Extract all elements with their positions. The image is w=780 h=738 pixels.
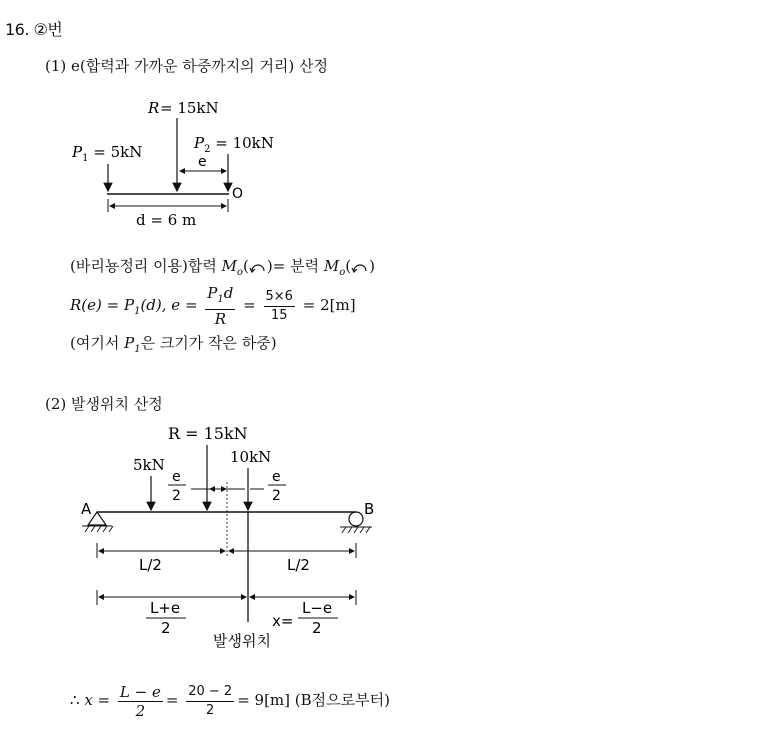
moment-subscript: o xyxy=(237,267,244,278)
varignon-prefix: (바리뇽정리 이용)합력 xyxy=(70,257,222,275)
fig1-P2-label: $P_2 = 10kN$ xyxy=(194,134,274,155)
fig2-roller-support-icon xyxy=(349,512,363,526)
eq2-lhs-tail: (d), e = xyxy=(140,296,198,314)
fig2-lme-den: 2 xyxy=(312,619,322,637)
note-P-sub: 1 xyxy=(134,344,141,355)
final-x: x = xyxy=(84,691,111,709)
fig1-point-O: O xyxy=(232,186,244,202)
fig2-e-half-left-num: e xyxy=(172,469,181,485)
fig2-pin-hatch xyxy=(85,526,113,532)
final-equals: = xyxy=(165,691,179,709)
therefore-symbol: ∴ xyxy=(70,691,85,709)
eq2-result: = 2[m] xyxy=(302,296,356,314)
fig2-point-B: B xyxy=(364,500,375,518)
fig2-lme-num: L−e xyxy=(302,599,333,617)
counterclockwise-moment-icon-2 xyxy=(351,259,369,273)
fig2-half-label-left: L/2 xyxy=(139,556,162,574)
moment-subscript-2: o xyxy=(339,267,346,278)
varignon-mid: = 분력 xyxy=(272,257,324,275)
fig2-e-half-left-den: 2 xyxy=(172,488,181,504)
part1-heading: (1) e(합력과 가까운 하중까지의 거리) 산정 xyxy=(45,57,329,75)
eq2-equals: = xyxy=(243,296,256,314)
moment-symbol-2: M xyxy=(323,257,340,275)
counterclockwise-moment-icon xyxy=(249,259,267,273)
fig1-e-label: e xyxy=(198,154,207,170)
fig1-P1-label: $P_1 = 5kN$ xyxy=(72,143,143,164)
part2-final-equation xyxy=(70,680,390,720)
fig2-e-half-right-num: e xyxy=(272,469,281,485)
fig2-location-label: 발생위치 xyxy=(213,632,271,650)
eq2-lhs: R(e) = P xyxy=(70,296,135,314)
fig2-F2-label: 10kN xyxy=(230,448,272,466)
eq2-fraction-2: $\frac{5\times 6}{15}$ xyxy=(265,288,293,323)
eq2-fraction-1: $\frac{P_1d}{R}$ xyxy=(207,284,234,328)
note-post: 은 크기가 작은 하중) xyxy=(140,334,277,352)
part1-equation xyxy=(70,284,356,332)
fig1-R-label: R xyxy=(148,99,160,117)
fig2-lpe-num: L+e xyxy=(150,599,181,617)
fig1-d-label: d = 6 m xyxy=(136,211,197,229)
fig2-e-half-right-den: 2 xyxy=(272,488,281,504)
note-pre: (여기서 xyxy=(70,334,125,352)
fig2-lpe-den: 2 xyxy=(161,619,171,637)
note-P: P xyxy=(124,334,135,352)
fig2-x-label: x= xyxy=(272,612,294,630)
fig2-roller-hatch xyxy=(342,527,370,533)
final-suffix: (B점으로부터) xyxy=(290,691,390,709)
fig2-F1-label: 5kN xyxy=(133,456,165,474)
final-fraction-1: $\frac{L - e}{2}$ xyxy=(119,682,161,720)
part2-heading: (2) 발생위치 산정 xyxy=(45,395,163,413)
fig2-point-A: A xyxy=(81,500,92,518)
eq2-lhs-sub: 1 xyxy=(134,306,141,317)
final-fraction-2: $\frac{20 - 2}{2}$ xyxy=(188,683,233,718)
fig1-R-value: = 15kN xyxy=(160,99,219,117)
moment-symbol: M xyxy=(221,257,238,275)
part1-note xyxy=(70,332,277,355)
part1-varignon-line: (바리뇽정리 이용)합력 $M_o$( )= 분력 $M_o$( ) xyxy=(70,257,375,278)
problem-title: 16. ②번 xyxy=(5,20,63,39)
fig2-half-label-right: L/2 xyxy=(287,556,310,574)
fig2-R-label: R = 15kN xyxy=(168,424,248,443)
final-result: = 9[m] xyxy=(237,691,290,709)
